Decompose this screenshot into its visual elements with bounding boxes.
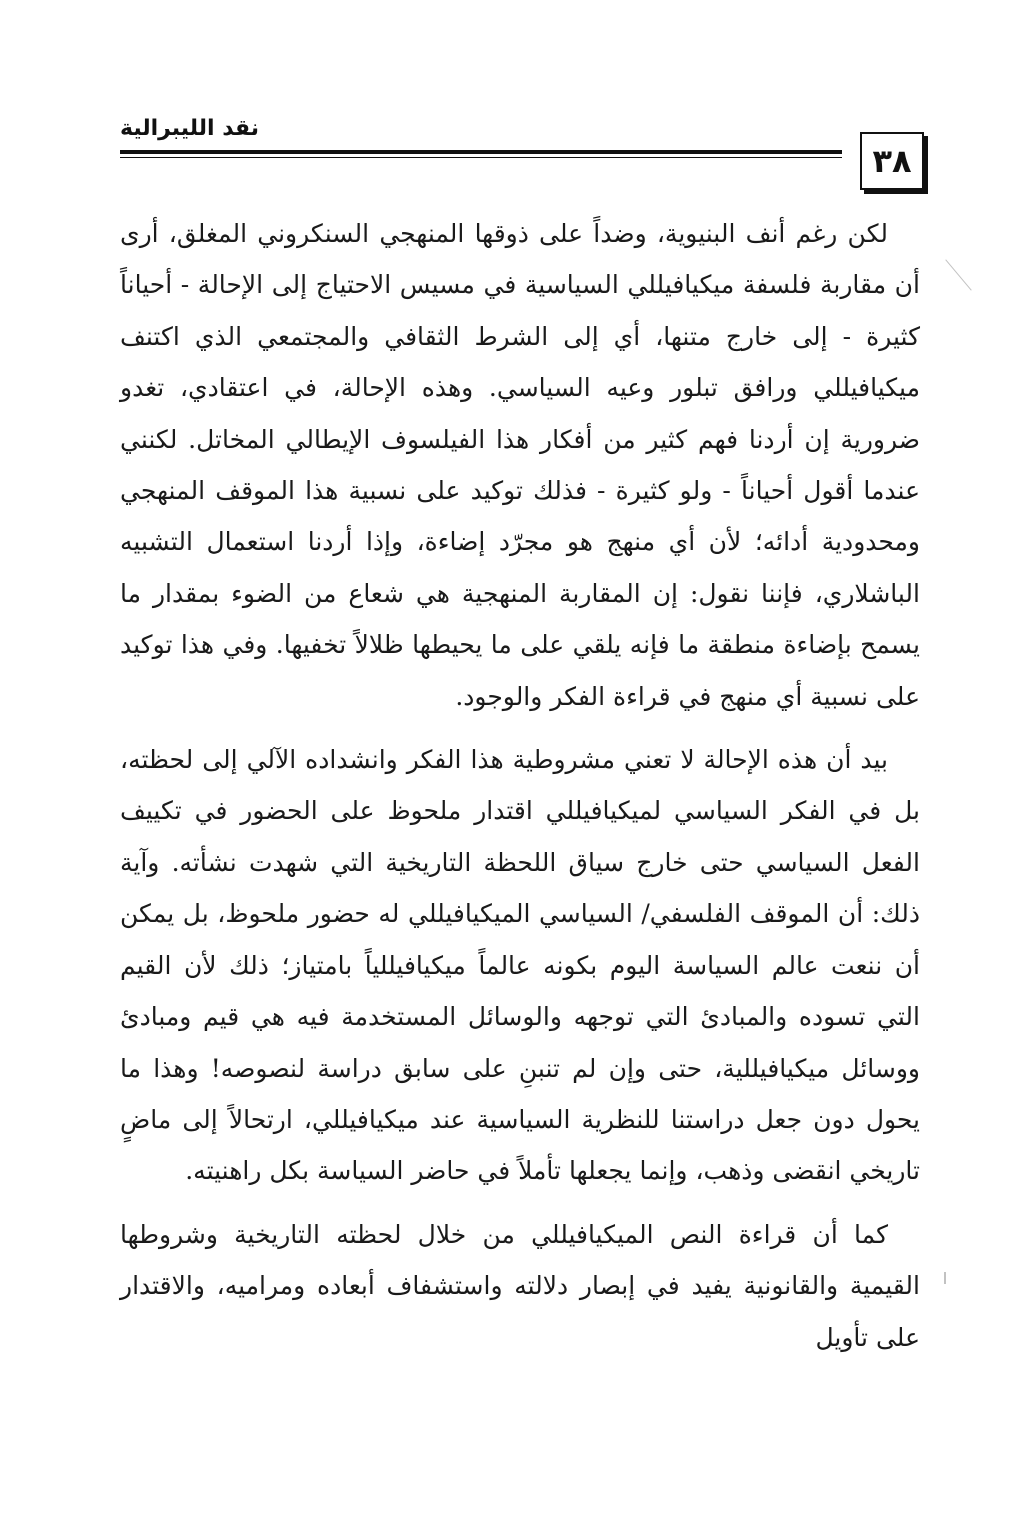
header-rule-thick	[120, 150, 842, 154]
paragraph-1: لكن رغم أنف البنيوية، وضداً على ذوقها المنهجي السنكروني المغلق، أرى أن مقاربة فلسفة ميكيافيللي السياسية في مسيس الاحتياج إلى الإحالة - أحياناً كثيرة - إلى خارج متنها، أي إلى الشرط الثقافي والمجتمعي الذي اكتنف ميكيافيللي ورافق تبلور وعيه السياسي. وهذه الإحالة، في اعتقادي، تغدو ضرورية إن أردنا فهم كثير من أفكار هذا الفيلسوف الإيطالي المخاتل. لكنني عندما أقول أحياناً - ولو كثيرة - فذلك توكيد على نسبية هذا الموقف المنهجي ومحدودية أدائه؛ لأن أي منهج هو مجرّد إضاءة، وإذا أردنا استعمال التشبيه الباشلاري، فإننا نقول: إن المقاربة المنهجية هي شعاع من الضوء بمقدار ما يسمح بإضاءة منطقة ما فإنه يلقي على ما يحيطها ظلالاً تخفيها. وفي هذا توكيد على نسبية أي منهج في قراءة الفكر والوجود.	[120, 219, 920, 711]
header-rule-thin	[120, 157, 842, 158]
running-title: نقد الليبرالية	[120, 116, 260, 141]
scan-artifact-dot	[944, 1272, 946, 1284]
page-number: ٣٨	[860, 132, 924, 190]
page-header	[120, 112, 920, 192]
scan-artifact-line	[945, 259, 971, 290]
paragraph-2: بيد أن هذه الإحالة لا تعني مشروطية هذا الفكر وانشداده الآلي إلى لحظته، بل في الفكر السياسي لميكيافيللي اقتدار ملحوظ على الحضور في تكييف الفعل السياسي حتى خارج سياق اللحظة التاريخية التي شهدت نشأته. وآية ذلك: أن الموقف الفلسفي/ السياسي الميكيافيللي له حضور ملحوظ، بل يمكن أن ننعت عالم السياسة اليوم بكونه عالماً ميكيافيللياً بامتياز؛ ذلك لأن القيم التي تسوده والمبادئ التي توجهه والوسائل المستخدمة فيه هي قيم ومبادئ ووسائل ميكيافيللية، حتى وإن لم تنبنِ على سابق دراسة لنصوصه! وهذا ما يحول دون جعل دراستنا للنظرية السياسية عند ميكيافيللي، ارتحالاً إلى ماضٍ تاريخي انقضى وذهب، وإنما يجعلها تأملاً في حاضر السياسة بكل راهنيته.	[120, 745, 920, 1186]
body-text	[120, 208, 920, 1363]
paragraph-3: كما أن قراءة النص الميكيافيللي من خلال لحظته التاريخية وشروطها القيمية والقانونية يفيد في إبصار دلالته واستشفاف أبعاده ومراميه، والاقتدار على تأويل	[120, 1219, 920, 1352]
